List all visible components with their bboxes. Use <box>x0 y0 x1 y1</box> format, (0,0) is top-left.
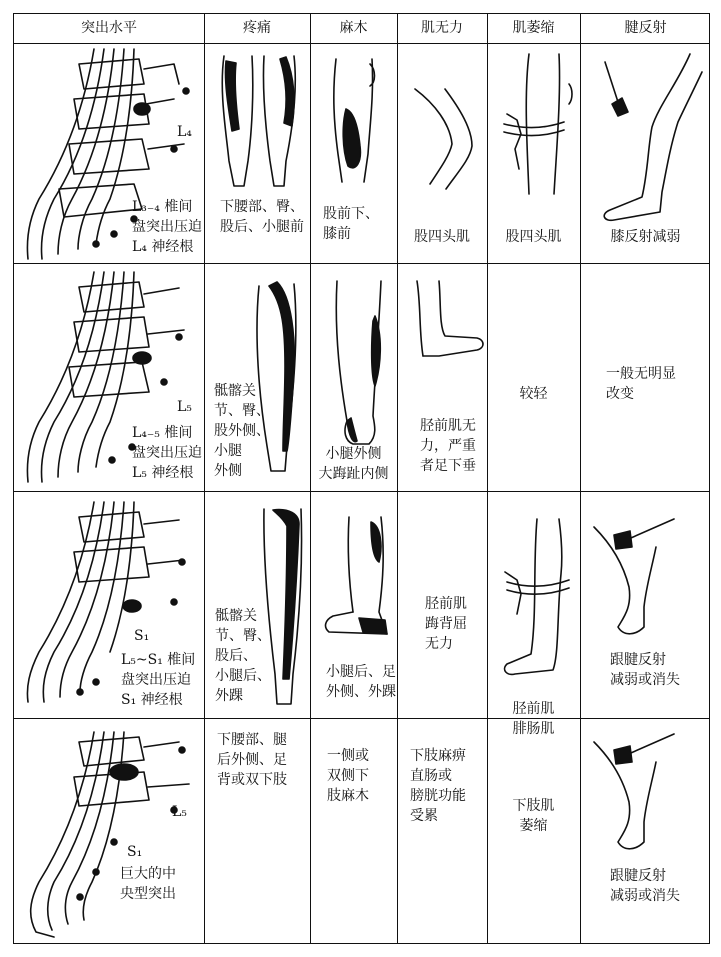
level-label: L₄ <box>177 124 192 140</box>
level-description: L₄₋₅ 椎间 盘突出压迫 L₅ 神经根 <box>132 425 202 481</box>
level-label: S₁ <box>134 628 150 644</box>
header-reflex: 腱反射 <box>624 20 667 36</box>
atrophy-text: 胫前肌 腓肠肌 <box>512 701 555 737</box>
numbness-area-leg-illustration <box>324 54 388 184</box>
calf-measurement-illustration <box>497 514 577 689</box>
knee-reflex-illustration <box>590 52 705 227</box>
row-divider <box>14 491 709 492</box>
reflex-text: 膝反射减弱 <box>610 229 681 245</box>
atrophy-text: 股四头肌 <box>505 229 562 245</box>
pain-text: 骶髂关 节、臀、 股外侧、 小腿 外侧 <box>214 383 270 479</box>
header-pain: 疼痛 <box>243 20 271 36</box>
header-protrusion-level: 突出水平 <box>81 20 137 36</box>
level-label-s1: S₁ <box>127 844 143 860</box>
weakness-text: 胫前肌无 力，严重 者足下垂 <box>420 418 476 474</box>
reflex-text: 一般无明显 改变 <box>606 366 676 402</box>
header-atrophy: 肌萎缩 <box>512 20 555 36</box>
column-divider <box>397 14 398 943</box>
atrophy-text: 较轻 <box>519 386 548 402</box>
row-divider <box>14 43 709 44</box>
syndrome-table <box>13 13 710 944</box>
pain-text: 下腰部、腿 后外侧、足 背或双下肢 <box>217 732 287 788</box>
spine-illustration <box>24 732 194 942</box>
reflex-text: 跟腱反射 减弱或消失 <box>610 652 680 688</box>
pain-text: 骶髂关 节、臀、 股后、 小腿后、 外踝 <box>215 608 271 704</box>
weakness-text: 胫前肌 踇背屈 无力 <box>425 596 467 652</box>
numbness-text: 小腿外侧 大踇趾内侧 <box>318 446 389 482</box>
level-label: L₅ <box>177 399 192 415</box>
level-description: L₃₋₄ 椎间 盘突出压迫 L₄ 神经根 <box>132 199 202 255</box>
foot-drop-illustration <box>409 276 489 366</box>
weakness-text: 下肢麻痹 直肠或 膀胱功能 受累 <box>410 748 466 824</box>
atrophy-text: 下肢肌 萎缩 <box>512 798 555 834</box>
quadriceps-weakness-illustration <box>410 84 480 194</box>
pain-text: 下腰部、臀、 股后、小腿前 <box>220 199 304 235</box>
ankle-reflex-illustration <box>584 732 704 862</box>
weakness-text: 股四头肌 <box>414 229 470 245</box>
ankle-reflex-illustration <box>584 517 704 647</box>
numbness-area-leg-illustration <box>319 512 397 642</box>
thigh-measurement-illustration <box>499 54 574 204</box>
level-description: L₅~S₁ 椎间 盘突出压迫 S₁ 神经根 <box>121 652 196 708</box>
pain-area-legs-illustration <box>214 51 304 191</box>
header-weakness: 肌无力 <box>421 20 463 36</box>
row-divider <box>14 718 709 719</box>
numbness-text: 一侧或 双侧下 肢麻木 <box>327 748 369 804</box>
reflex-text: 跟腱反射 减弱或消失 <box>610 868 680 904</box>
numbness-text: 小腿后、足 外侧、外踝 <box>326 664 396 700</box>
level-label-l5: L₅ <box>172 804 187 820</box>
numbness-text: 股前下、 膝前 <box>323 206 379 242</box>
column-divider <box>580 14 581 943</box>
column-divider <box>204 14 205 943</box>
numbness-area-leg-illustration <box>329 276 389 446</box>
level-description: 巨大的中 央型突出 <box>120 866 176 902</box>
row-divider <box>14 263 709 264</box>
header-numbness: 麻木 <box>339 20 368 36</box>
